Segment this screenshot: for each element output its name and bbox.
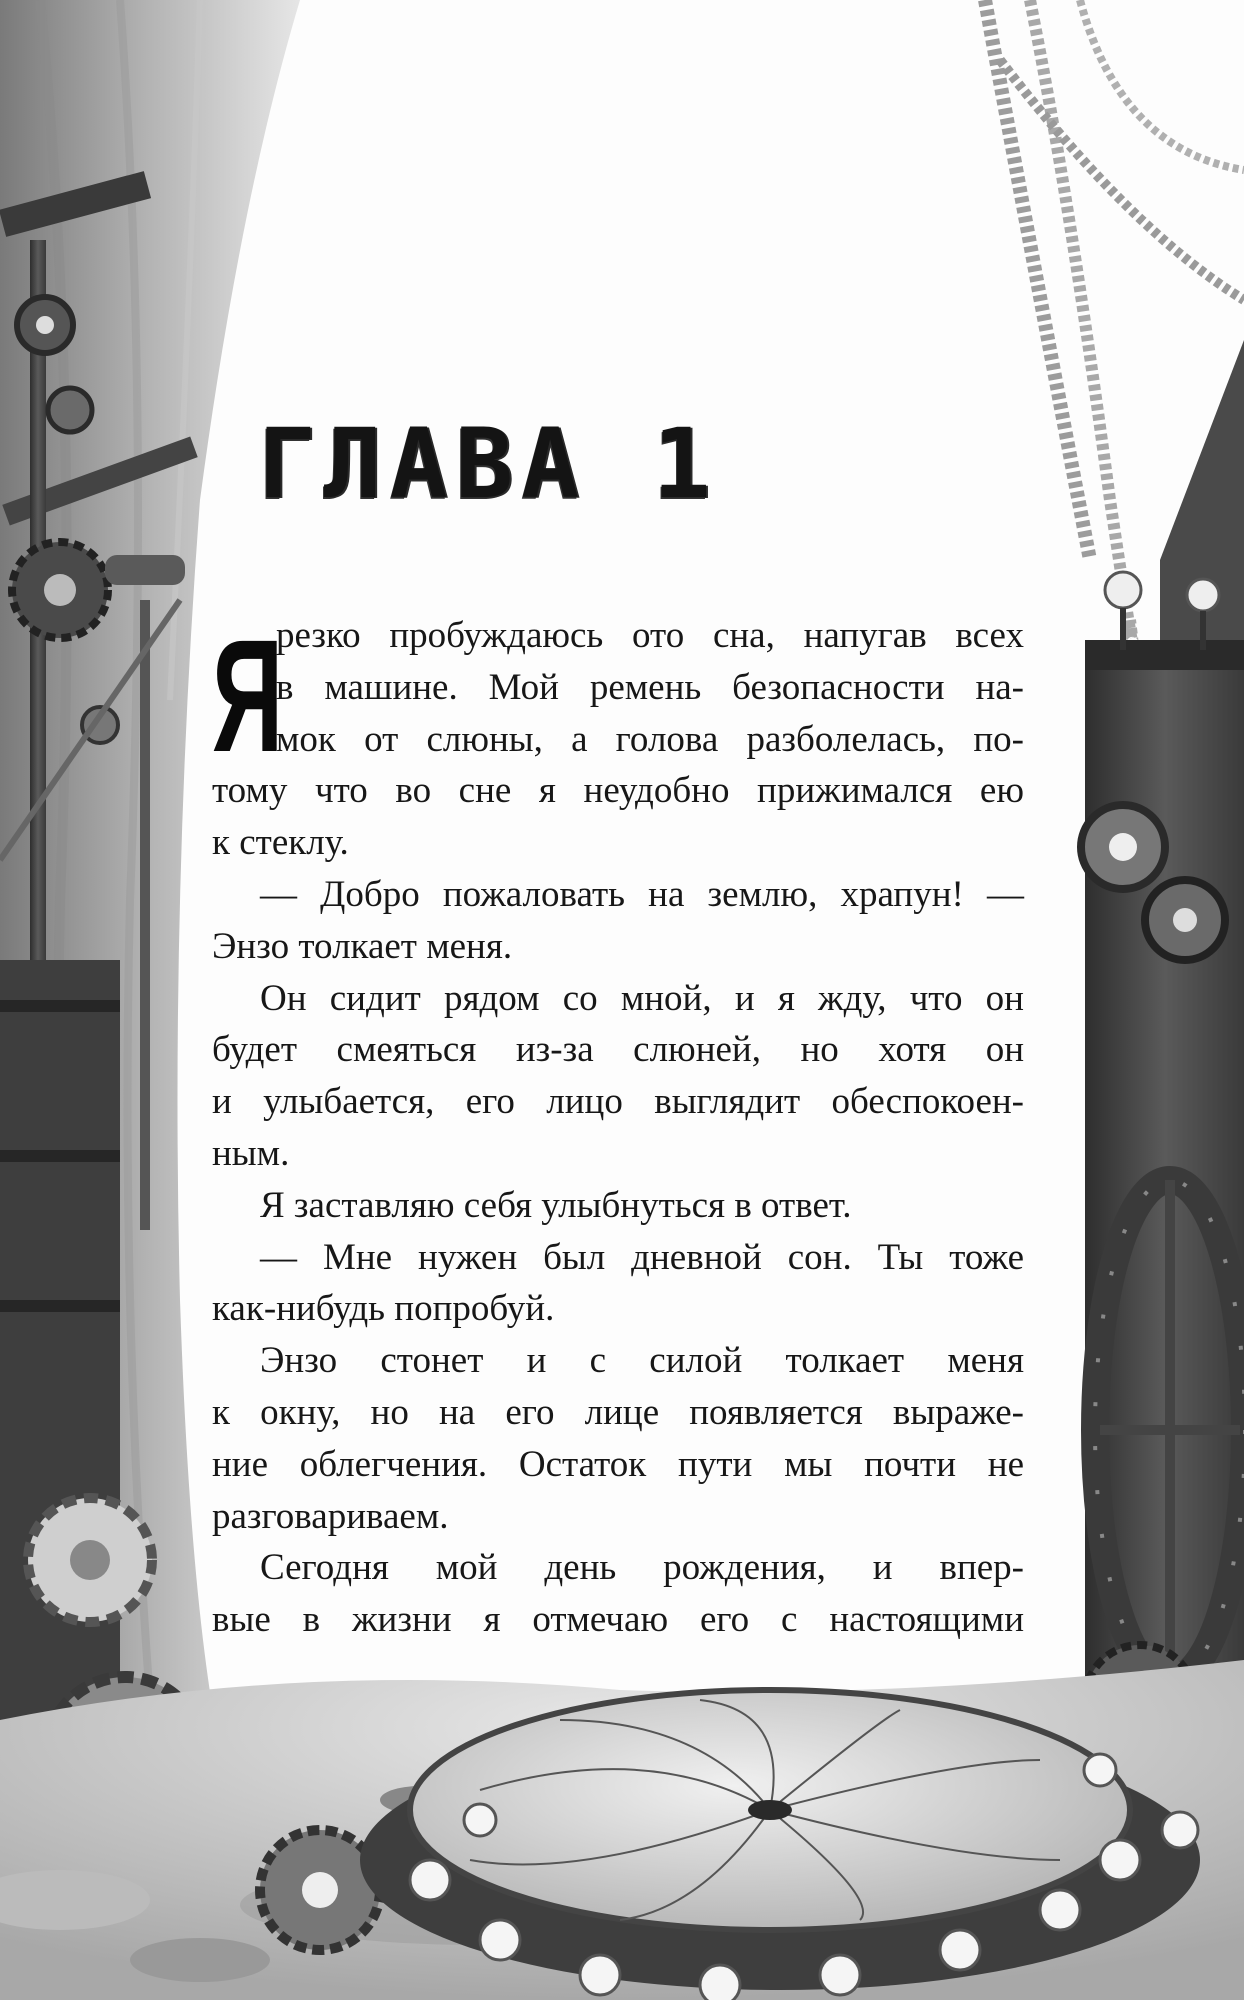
text-line: будет смеяться из-за слюней, но хотя он	[212, 1029, 1024, 1071]
text-line: — Мне нужен был дневной сон. Ты тоже	[260, 1236, 1024, 1278]
text-line: тому что во сне я неудобно прижимался ею	[212, 770, 1024, 812]
text-line: Энзо толкает меня.	[212, 925, 513, 967]
text-line: Он сидит рядом со мной, и я жду, что он	[260, 977, 1024, 1019]
text-line: ным.	[212, 1132, 290, 1174]
text-line: Сегодня мой день рождения, и впер-	[260, 1547, 1024, 1589]
text-line: к окну, но на его лице появляется выраже-	[212, 1391, 1024, 1433]
text-line: как-нибудь попробуй.	[212, 1288, 555, 1330]
text-line: Энзо стонет и с силой толкает меня	[260, 1340, 1024, 1382]
chapter-text	[212, 606, 1024, 1646]
text-line: к стеклу.	[212, 822, 349, 864]
text-line: в машине. Мой ремень безопасности на-	[276, 666, 1024, 708]
drop-cap: Я	[212, 606, 284, 785]
text-line: ние облегчения. Остаток пути мы почти не	[212, 1443, 1024, 1485]
text-line: вые в жизни я отмечаю его с настоящими	[212, 1599, 1024, 1641]
text-line: мок от слюны, а голова разболелась, по-	[276, 718, 1024, 760]
text-line: резко пробуждаюсь ото сна, напугав всех	[276, 615, 1024, 656]
text-line: разговариваем.	[212, 1495, 449, 1537]
text-line: Я заставляю себя улыбнуться в ответ.	[260, 1184, 852, 1226]
text-line: — Добро пожаловать на землю, храпун! —	[260, 873, 1024, 915]
chapter-title: ГЛАВА 1	[258, 408, 719, 520]
text-line: и улыбается, его лицо выглядит обеспокоен-	[212, 1081, 1024, 1123]
